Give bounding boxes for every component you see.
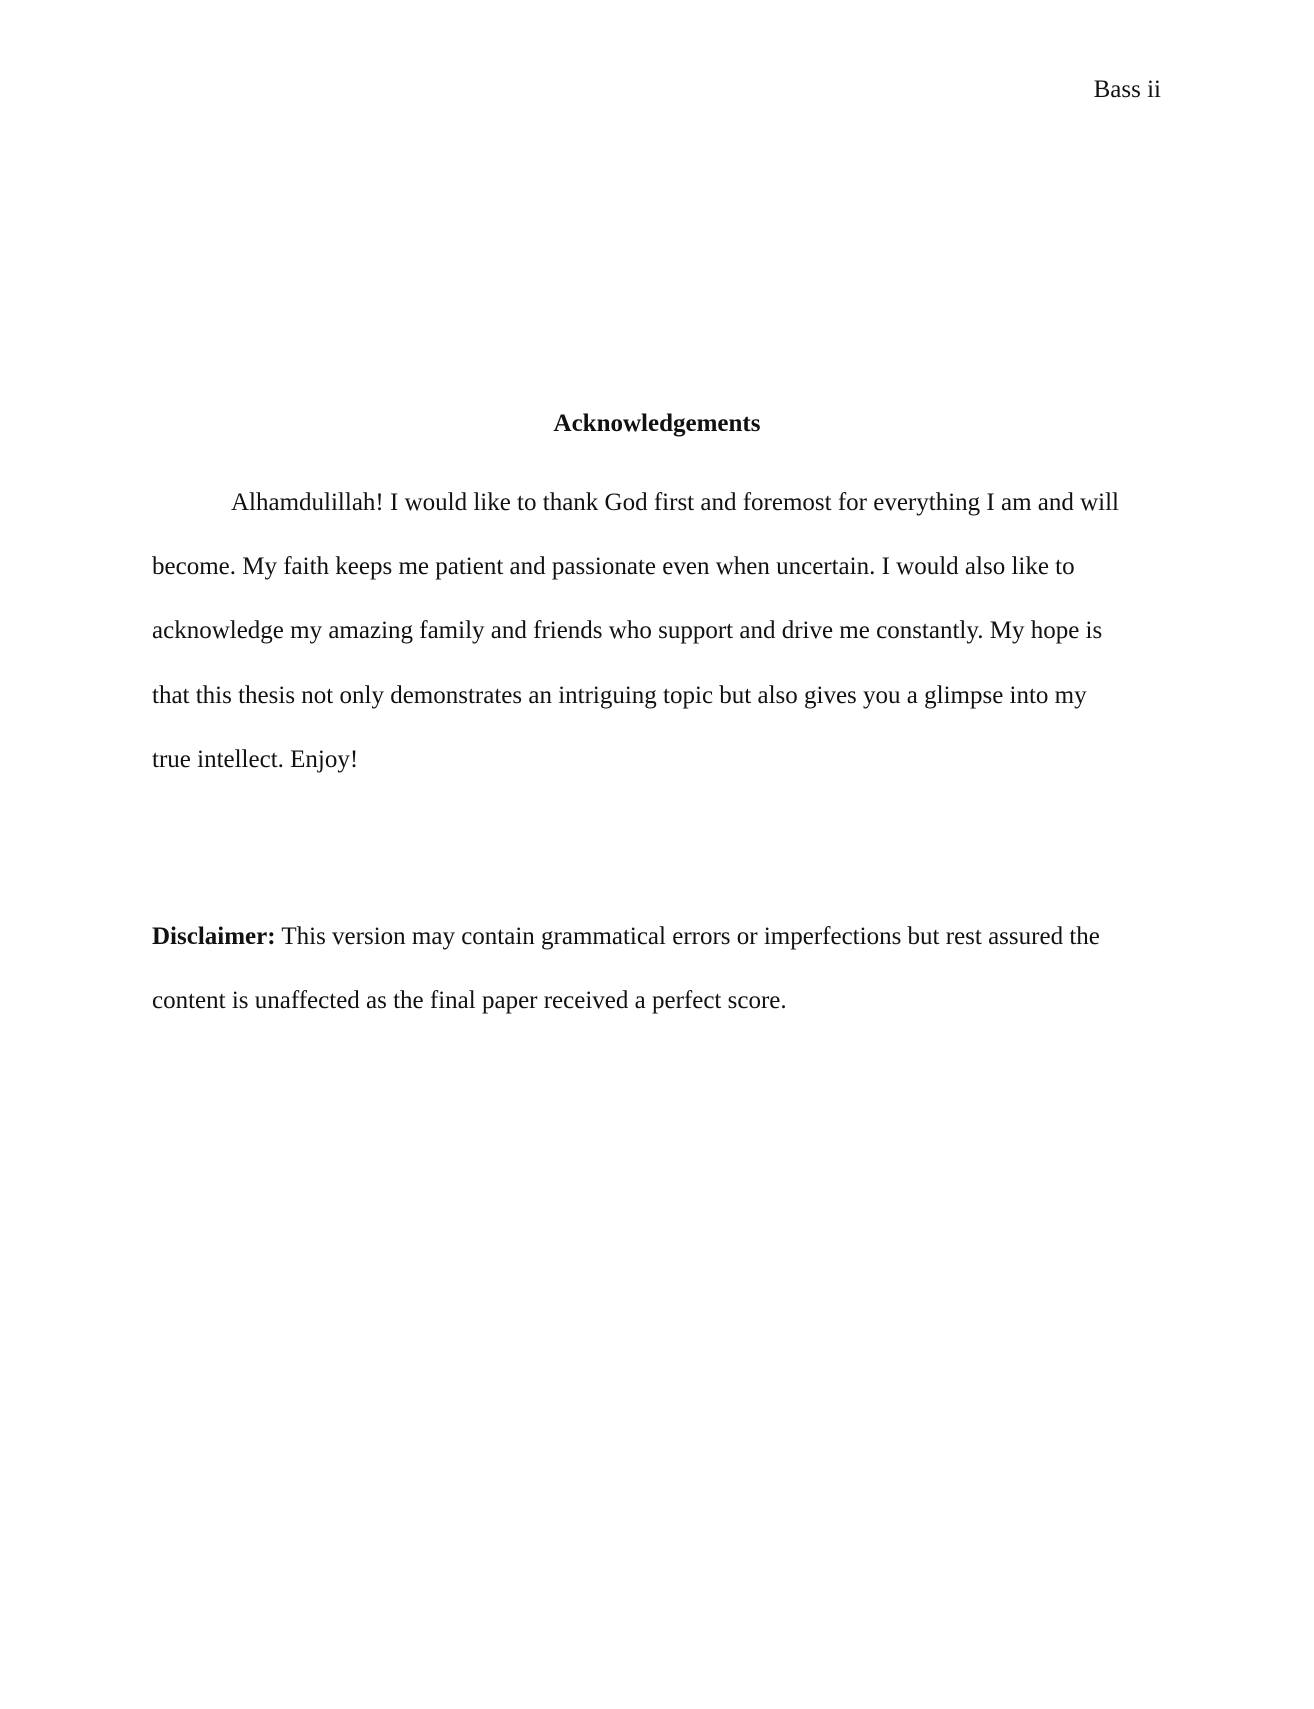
disclaimer-text: This version may contain grammatical errors or imperfections but rest assured the xyxy=(275,923,1100,950)
acknowledgements-paragraph xyxy=(152,471,1162,792)
acknowledgements-heading: Acknowledgements xyxy=(553,410,761,437)
disclaimer-paragraph xyxy=(152,905,1162,1033)
disclaimer-line xyxy=(152,905,1162,969)
paragraph-line: Alhamdulillah! I would like to thank God first and foremost for everything I am and will xyxy=(231,489,1120,516)
disclaimer-label: Disclaimer: xyxy=(152,923,276,950)
acknowledgements-section xyxy=(152,407,1162,792)
paragraph-line: that this thesis not only demonstrates an intriguing topic but also gives you a glimpse into my xyxy=(152,681,1087,709)
paragraph-line: true intellect. Enjoy! xyxy=(152,745,359,773)
paragraph-line: acknowledge my amazing family and friends who support and drive me constantly. My hope is xyxy=(152,617,1103,645)
running-head: Bass ii xyxy=(1093,76,1161,103)
disclaimer-line: content is unaffected as the final paper received a perfect score. xyxy=(152,987,787,1015)
paragraph-line: become. My faith keeps me patient and passionate even when uncertain. I would also like to xyxy=(152,553,1075,581)
